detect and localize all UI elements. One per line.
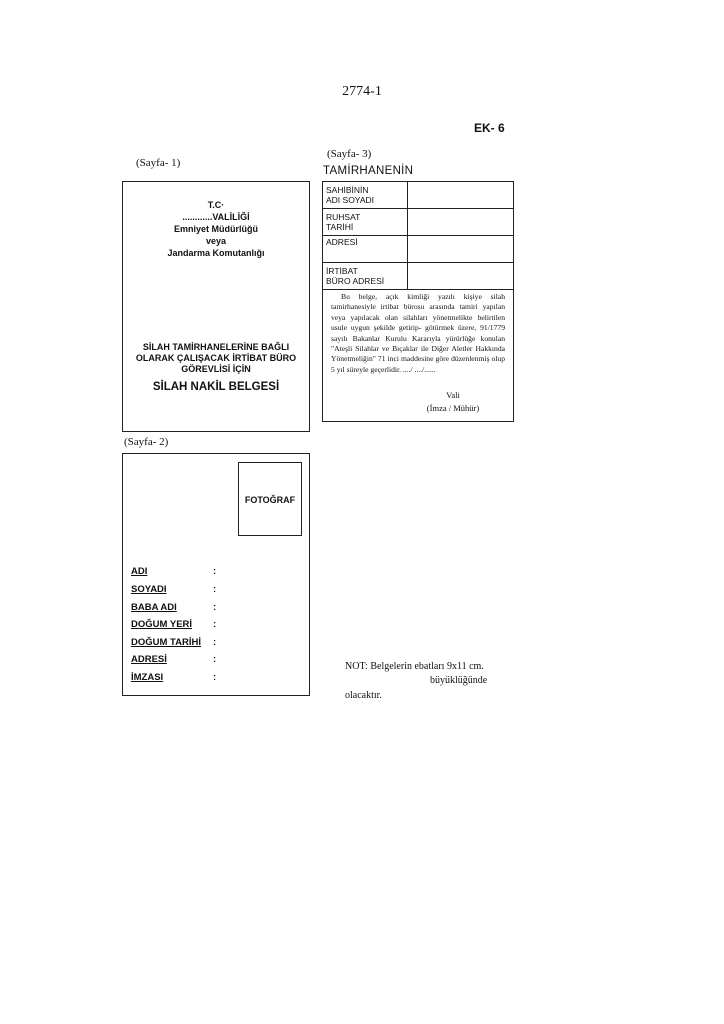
note-line-2: büyüklüğünde [430, 675, 488, 686]
row-label: İRTİBAT BÜRO ADRESİ [323, 263, 408, 290]
photo-box [238, 462, 302, 536]
field-label: İMZASI [131, 672, 164, 683]
row-value [408, 236, 514, 263]
field-baba-adi [131, 602, 301, 616]
page1-card [122, 181, 310, 432]
field-colon: : [213, 619, 217, 630]
page2-card [122, 453, 310, 696]
note-line-3: olacaktır. [345, 690, 382, 701]
field-colon: : [213, 566, 217, 577]
field-adi [131, 566, 301, 580]
field-imzasi [131, 672, 301, 686]
title-line-3: GÖREVLİSİ İÇİN [181, 364, 251, 374]
field-label: BABA ADI [131, 602, 177, 613]
title-line-1: SİLAH TAMİRHANELERİNE BAĞLI [142, 342, 290, 352]
veya-line: veya [205, 236, 227, 246]
vali-label: Vali [446, 390, 460, 400]
row-label: RUHSAT TARİHİ [323, 209, 408, 236]
field-label: DOĞUM YERİ [131, 619, 193, 630]
page2-label: (Sayfa- 2) [124, 436, 169, 448]
page1-label: (Sayfa- 1) [136, 157, 181, 169]
field-soyadi [131, 584, 301, 598]
field-dogum-yeri [131, 619, 301, 633]
annex-label: EK- 6 [474, 121, 505, 135]
table-row [323, 263, 513, 290]
page3-label: (Sayfa- 3) [327, 148, 372, 160]
field-dogum-tarihi [131, 637, 301, 651]
signature-seal-label: (İmza / Mühür) [426, 403, 480, 413]
document-page-number: 2774-1 [342, 84, 382, 99]
field-colon: : [213, 672, 217, 683]
page3-card [322, 181, 514, 422]
table-row [323, 182, 513, 209]
field-colon: : [213, 602, 217, 613]
tc-line: T.C· [207, 200, 225, 210]
page3-heading: TAMİRHANENİN [323, 165, 414, 177]
field-colon: : [213, 654, 217, 665]
row-value [408, 263, 514, 290]
field-colon: : [213, 637, 217, 648]
title-line-2: OLARAK ÇALIŞACAK İRTİBAT BÜRO [135, 353, 297, 363]
field-label: DOĞUM TARİHİ [131, 637, 202, 648]
field-label: SOYADI [131, 584, 167, 595]
field-label: ADRESİ [131, 654, 167, 665]
row-value [408, 182, 514, 209]
table-row [323, 209, 513, 236]
field-adresi [131, 654, 301, 668]
row-value [408, 209, 514, 236]
main-title: SİLAH NAKİL BELGESİ [152, 381, 280, 393]
jandarma-line: Jandarma Komutanlığı [167, 248, 265, 258]
valiligi-line: ............VALİLİĞİ [182, 212, 250, 222]
note-line-1: NOT: Belgelerin ebatları 9x11 cm. [345, 661, 484, 672]
row-label: SAHİBİNİN ADI SOYADI [323, 182, 408, 209]
emniyet-line: Emniyet Müdürlüğü [174, 224, 258, 234]
field-label: ADI [131, 566, 148, 577]
workshop-info-table [323, 182, 513, 290]
certificate-body-text: Bu belge, açık kimliği yazılı kişiye silah tamirhanesiyle irtibat bürosu arasında tamiri yapılan veya yapılacak olan silahları yönetmelikte belirtilen usule uygun şekilde getirip- götürmek üzere, 91/1779 sayılı Bakanlar Kurulu Kararıyla yürürlüğe konulan "Ateşli Silahlar ve Bıçaklar ile Diğer Aletler Hakkında Yönetmeliğin" 71 inci maddesine göre düzenlenmiş olup 5 yıl süreyle geçerlidir. ..../ ..../...... [331, 292, 505, 374]
field-colon: : [213, 584, 217, 595]
row-label: ADRESİ [323, 236, 408, 263]
table-row [323, 236, 513, 263]
photo-label: FOTOĞRAF [244, 495, 296, 505]
